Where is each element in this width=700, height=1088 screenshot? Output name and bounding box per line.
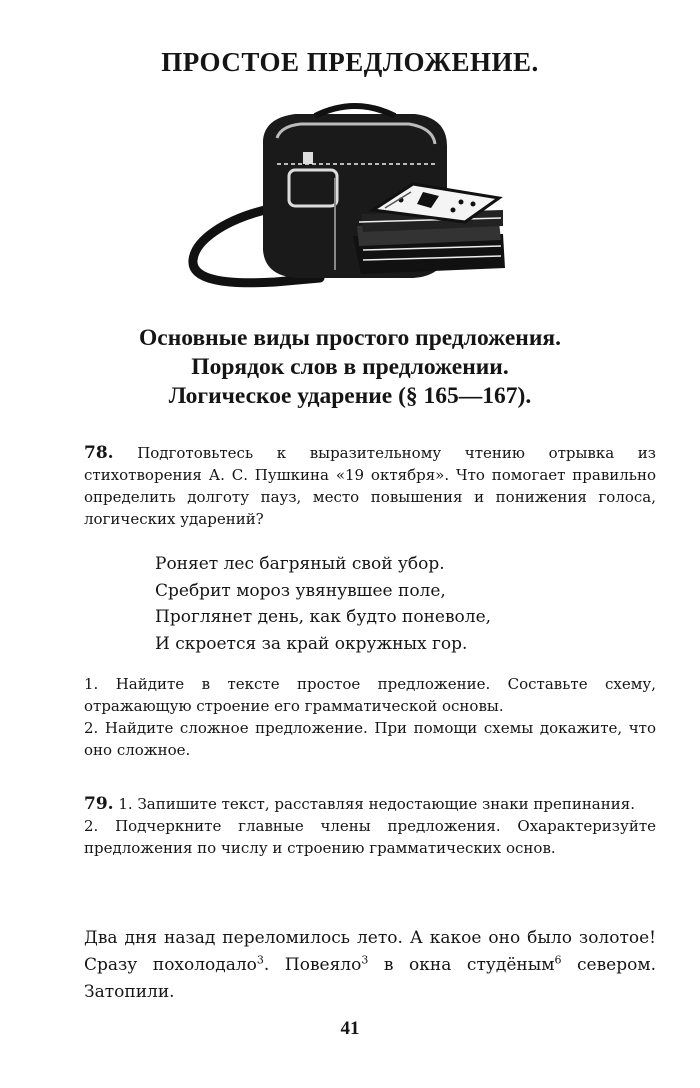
section-heading-line: Порядок слов в предложении. xyxy=(191,354,509,380)
section-heading-line: Логическое ударение (§ 165—167). xyxy=(168,383,532,409)
exercise-text: Подготовьтесь к выразительному чтению отрывка из стихотворения А. С. Пушкина «19 октября». Что помогает правильно определить долготу пауз, место повышения и понижения голоса, логических ударений? xyxy=(84,444,656,528)
footnote-mark: 3 xyxy=(256,953,264,967)
prose-segment: . Повеяло xyxy=(263,955,362,975)
task-item: 1. Найдите в тексте простое предложение. Составьте схему, отражающую строение его грамматической основы. xyxy=(84,675,656,715)
section-heading-line: Основные виды простого предложения. xyxy=(139,325,561,351)
task-item: 2. Найдите сложное предложение. При помощи схемы докажите, что оно сложное. xyxy=(84,719,656,759)
task-text: 1. Запишите текст, расставляя недостающие знаки препинания. xyxy=(118,795,635,813)
footnote-mark: 3 xyxy=(361,953,369,967)
footnote-mark: 6 xyxy=(554,953,562,967)
exercise-79-text xyxy=(84,925,656,1006)
poem-line: Проглянет день, как будто поневоле, xyxy=(155,607,492,627)
exercise-79 xyxy=(84,793,656,859)
exercise-78-tasks xyxy=(84,673,656,761)
prose-segment: севером. Затопили. xyxy=(84,955,656,1002)
prose-segment: Два дня назад переломилось лето. А какое оно было золотое! Сразу похолодало xyxy=(84,928,656,975)
prose-segment: в окна студёным xyxy=(368,955,555,975)
task-item xyxy=(84,793,656,815)
task-item: 2. Подчеркните главные члены предложения. Охарактеризуйте предложения по числу и строению грамматических основ. xyxy=(84,817,656,857)
poem-line: И скроется за край окружных гор. xyxy=(155,633,468,654)
poem-line: Роняет лес багряный свой убор. xyxy=(155,554,445,574)
section-heading xyxy=(40,324,660,411)
exercise-number: 79. xyxy=(84,794,114,814)
poem-line: Сребрит мороз увянувшее поле, xyxy=(155,580,446,601)
poem-excerpt xyxy=(155,551,635,657)
exercise-number: 78. xyxy=(84,443,114,463)
exercise-78-intro xyxy=(84,442,656,530)
school-bag-with-books-icon xyxy=(185,100,515,300)
page-number: 41 xyxy=(340,1018,360,1039)
page-title: ПРОСТОЕ ПРЕДЛОЖЕНИЕ. xyxy=(161,47,539,77)
